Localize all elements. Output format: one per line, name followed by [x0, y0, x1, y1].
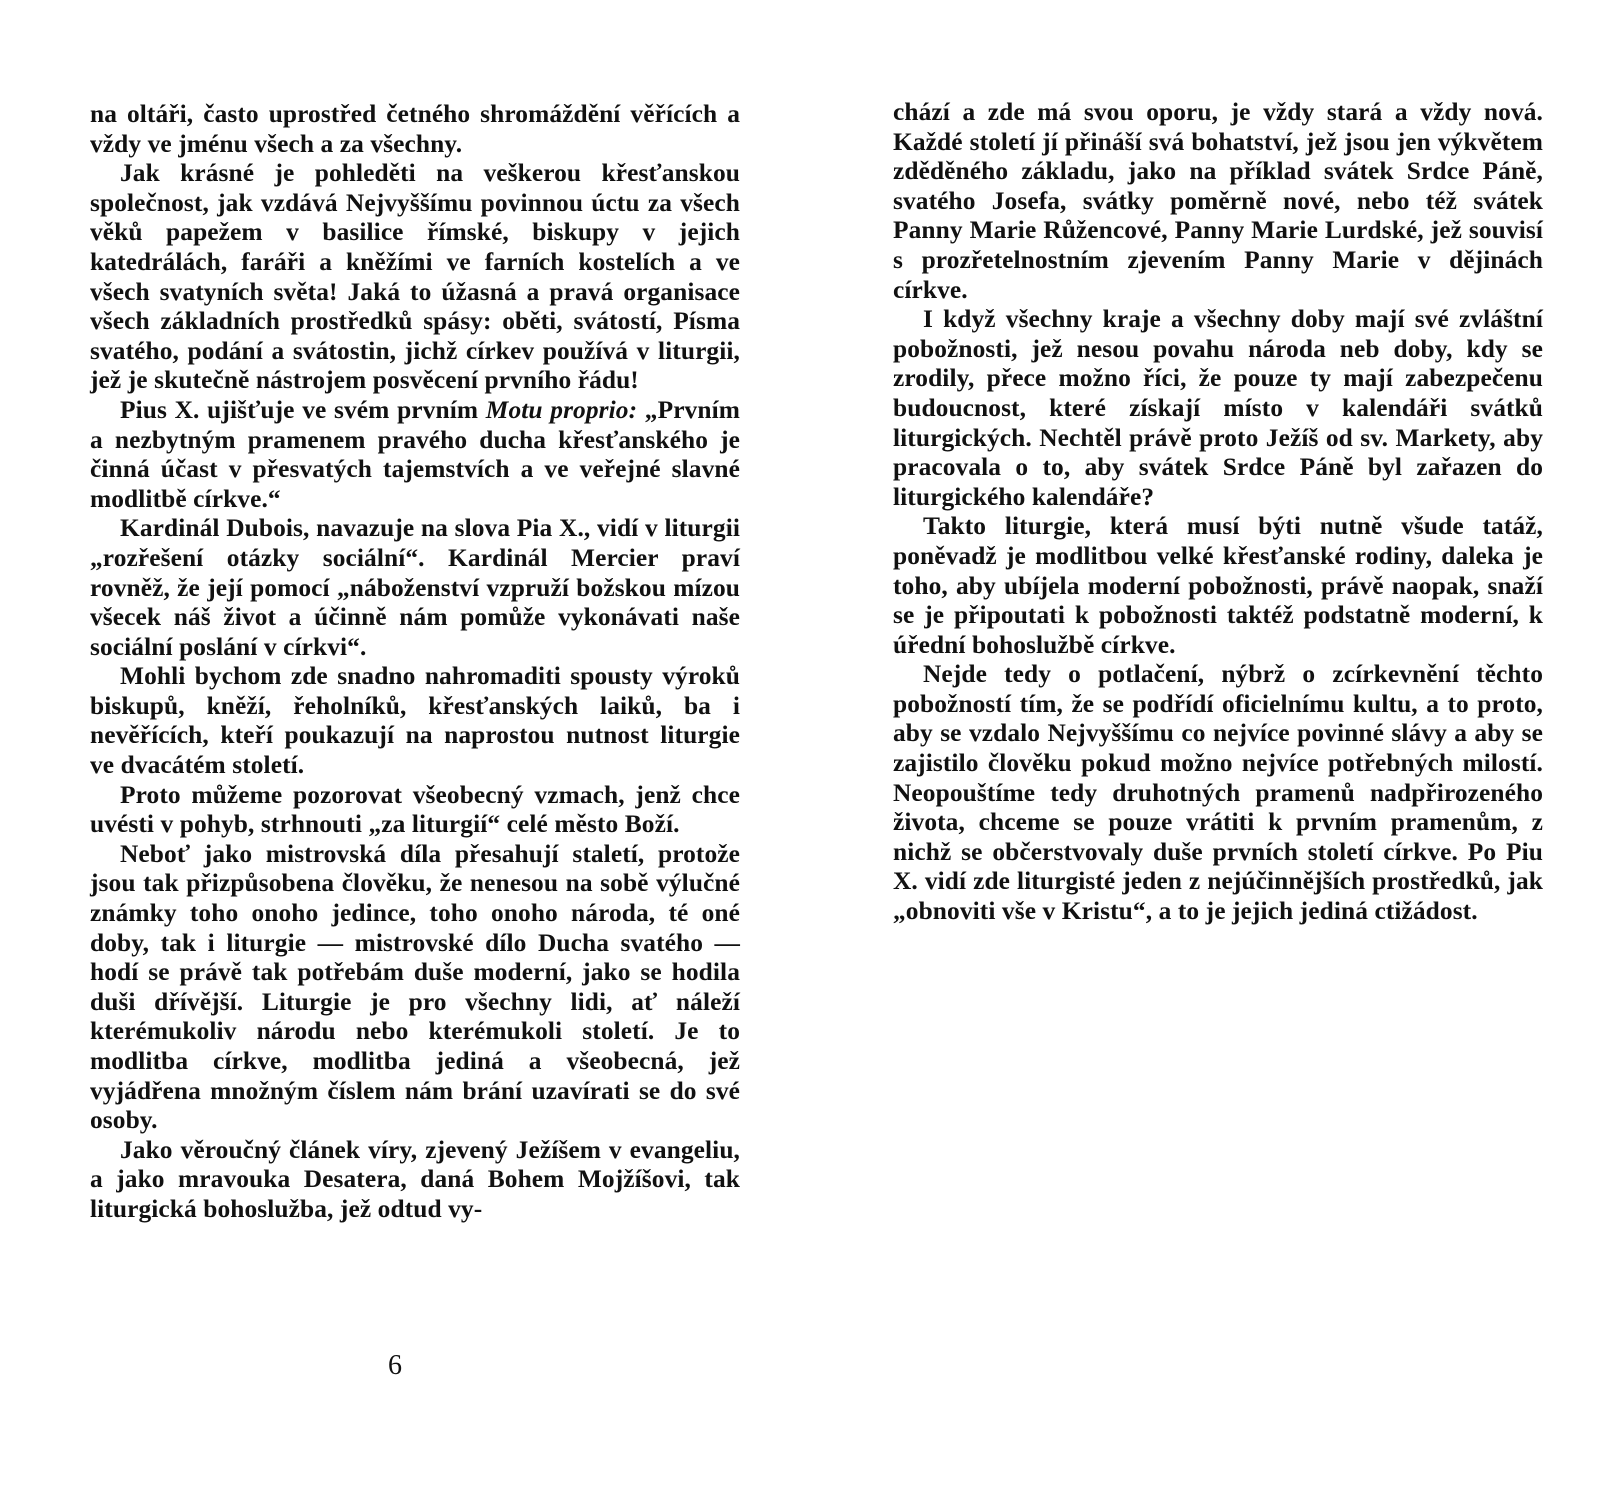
- paragraph-christian-society: Jak krásné je pohleděti na veškerou křesťanskou společnost, jak vzdává Nejvyššímu povinnou úctu za všech věků papežem v basilice římské, biskupy v jejich katedrálách, faráři a kněžími ve farních kostelích a ve všech svatyních světa! Jaká to úžasná a pravá organisace všech základních prostředků spásy: oběti, svátostí, Písma svatého, podání a svátostin, jichž církev používá v liturgii, jež je skutečně nástrojem posvěcení prvního řádu!: [90, 159, 740, 395]
- paragraph-pius-x: [90, 396, 740, 514]
- paragraph-continuation: na oltáři, často uprostřed četného shromáždění věřících a vždy ve jménu všech a za všechny.: [90, 100, 740, 158]
- paragraph-liturgy-same: Takto liturgie, která musí býti nutně všude tatáž, poněvadž je modlitbou velké křesťanské rodiny, daleka je toho, aby ubíjela moderní pobožnosti, právě naopak, snaží se je připoutati k pobožnosti taktéž podstatně moderní, k úřední bohoslužbě církve.: [893, 512, 1543, 659]
- paragraph-quotes: Mohli bychom zde snadno nahromaditi spousty výroků biskupů, kněží, řeholníků, křesťanských laiků, ba i nevěřících, kteří poukazují na naprostou nutnost liturgie ve dvacátém století.: [90, 662, 740, 780]
- paragraph-cardinal-dubois: Kardinál Dubois, navazuje na slova Pia X., vidí v liturgii „rozřešení otázky sociální“. Kardinál Mercier praví rovněž, že její pomocí „náboženství vzpruží božskou mízou všecek náš život a účinně nám pomůže vykonávati naše sociální poslání v církvi“.: [90, 514, 740, 661]
- pius-text-before: Pius X. ujišťuje ve svém prvním: [120, 395, 486, 424]
- paragraph-masterpieces: Neboť jako mistrovská díla přesahují staletí, protože jsou tak přizpůsobena člověku, že nenesou na sobě výlučné známky toho onoho jedince, toho onoho národa, té oné doby, tak i liturgie — mistrovské dílo Ducha svatého — hodí se právě tak potřebám duše moderní, jako se hodila duši dřívější. Liturgie je pro všechny lidi, ať náleží kterémukoliv národu nebo kterémukoli století. Je to modlitba církve, modlitba jediná a všeobecná, jež vyjádřena množným číslem nám brání uzavírati se do své osoby.: [90, 839, 740, 1135]
- right-page: [893, 98, 1543, 927]
- page-number: 6: [388, 1350, 402, 1381]
- paragraph-devotions: I když všechny kraje a všechny doby mají své zvláštní pobožnosti, jež nesou povahu národa neb doby, kdy se zrodily, přece možno říci, že pouze ty mají zabezpečenu budoucnost, které získají místo v kalendáři svátků liturgických. Nechtěl právě proto Ježíš od sv. Markety, aby pracovala o to, aby svátek Srdce Páně byl zařazen do liturgického kalendáře?: [893, 305, 1543, 511]
- left-page: [90, 100, 740, 1225]
- pius-text-after: „Prvním a nezbytným pramenem pravého ducha křesťanského je činná účast v přesvatých tajemstvích a ve veřejné slavné modlitbě církve.“: [90, 395, 740, 513]
- paragraph-not-suppression: Nejde tedy o potlačení, nýbrž o zcírkevnění těchto pobožností tím, že se podřídí oficielnímu kultu, a to proto, aby se vzdalo Nejvyššímu co nejvíce povinné slávy a aby se zajistilo člověku pokud možno nejvíce potřebných milostí. Neopouštíme tedy druhotných pramenů nadpřirozeného života, chceme se pouze vrátiti k prvním pramenům, z nichž se občerstvovaly duše prvních století církve. Po Piu X. vidí zde liturgisté jeden z nejúčinnějších prostředků, jak „obnoviti vše v Kristu“, a to je jejich jediná ctižádost.: [893, 660, 1543, 926]
- paragraph-movement: Proto můžeme pozorovat všeobecný vzmach, jenž chce uvésti v pohyb, strhnouti „za liturgií“ celé město Boží.: [90, 780, 740, 839]
- motu-proprio-emphasis: Motu proprio:: [485, 395, 638, 424]
- paragraph-continuation-right: chází a zde má svou oporu, je vždy stará a vždy nová. Každé století jí přináší svá bohatství, jež jsou jen výkvětem zděděného základu, jako na příklad svátek Srdce Páně, svatého Josefa, svátky poměrně nové, nebo též svátek Panny Marie Růžencové, Panny Marie Lurdské, jež souvisí s prozřetelnostním zjevením Panny Marie v dějinách církve.: [893, 98, 1543, 304]
- paragraph-dogma: Jako věroučný článek víry, zjevený Ježíšem v evangeliu, a jako mravouka Desatera, daná Bohem Mojžíšovi, tak liturgická bohoslužba, jež odtud vy-: [90, 1135, 740, 1223]
